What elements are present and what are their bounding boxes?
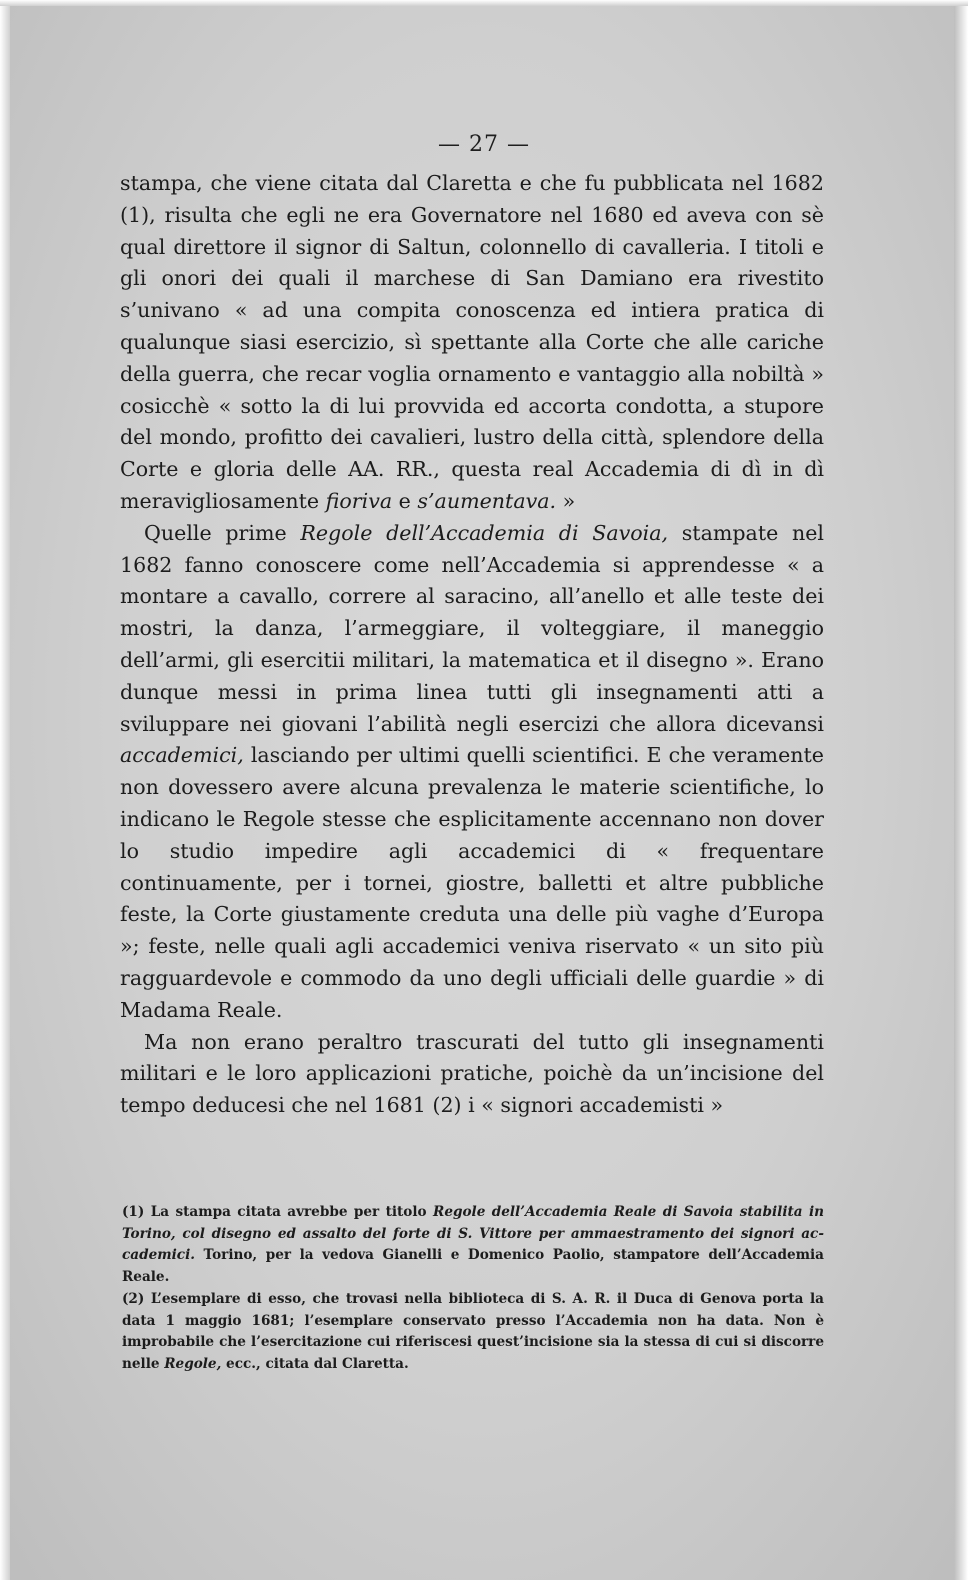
text-segment: stampa, che viene citata dal Claretta e che fu pubblicata nel 1682 (1), risulta che egli ne era Governatore nel 1680 ed aveva con sè qual direttore il signor di Saltun, colonnello di cavalleria. I titoli e gli onori dei quali il marchese di San Damiano era rivestito s’univano « ad una compita conoscenza ed intiera pratica di qualunque siasi esercizio, sì spettante alla Corte che alle cariche della guerra, che recar voglia ornamento e vantaggio alla nobiltà » cosicchè « sotto la di lui provvida ed accorta condotta, a stupore del mondo, profitto dei cavalieri, lustro della città, splendore della Corte e gloria delle AA. RR., questa real Accademia di dì in dì meravigliosamente xyxy=(120,171,824,513)
body-text xyxy=(120,168,824,1122)
paragraph xyxy=(120,518,824,1027)
text-segment: stampate nel 1682 fanno conoscere come nell’Accademia si apprendesse « a montare a cavallo, correre al saracino, all’anello et alle teste dei mostri, la danza, l’armeggiare, il volteggiare, il maneggio dell’armi, gli esercitii militari, la matematica et il disegno ». Erano dunque messi in prima linea tutti gli insegnamenti atti a sviluppare nei giovani l’abilità negli esercizi che allora dicevansi xyxy=(120,520,824,736)
italic-segment: Regole dell’Accademia di Savoia, xyxy=(300,520,669,545)
text-segment: (2) L’esemplare di esso, che trovasi nella biblioteca di S. A. R. il Duca di Genova porta la data 1 maggio 1681; l’esemplare conservato presso l’Accademia non ha data. Non è improbabile che l’esercitazione cui riferiscesi quest’incisione sia la stessa di cui si discorre nelle xyxy=(122,1291,824,1372)
footnotes xyxy=(122,1202,824,1376)
italic-segment: accademici, xyxy=(120,743,244,768)
footnote-2 xyxy=(122,1289,824,1375)
italic-segment: s’aumentava. xyxy=(417,488,557,513)
italic-segment: Regole dell’Accademia Reale di Savoia stabilita in Torino, col disegno ed assalto del forte di S. Vittore per ammaestramento dei signori accademici. xyxy=(122,1204,825,1263)
text-segment: e xyxy=(392,488,418,513)
text-segment: (1) La stampa citata avrebbe per titolo xyxy=(122,1204,434,1220)
paragraph xyxy=(120,168,824,518)
text-segment: » xyxy=(556,488,576,513)
footnote-1 xyxy=(122,1202,824,1288)
text-segment: lasciando per ultimi quelli scientifici. E che veramente non dovessero avere alcuna prevalenza le materie scientifiche, lo indicano le Regole stesse che esplicitamente accennano non dover lo studio impedire agli accademici di « frequentare continuamente, per i tornei, giostre, balletti et altre pubbliche feste, la Corte giustamente creduta una delle più vaghe d’Europa »; feste, nelle quali agli accademici veniva riservato « un sito più ragguardevole e commodo da uno degli ufficiali delle guardie » di Madama Reale. xyxy=(120,743,824,1022)
page-edge-left xyxy=(0,0,10,1580)
text-segment: Quelle prime xyxy=(144,520,301,545)
text-segment: ecc., citata dal Claretta. xyxy=(221,1355,409,1372)
text-segment: Ma non erano peraltro trascurati del tutto gli insegnamenti militari e le loro applicazioni pratiche, poichè da un’incisione del tempo deducesi che nel 1681 (2) i « signori accademisti » xyxy=(120,1029,824,1118)
page-edge-top xyxy=(0,0,968,6)
page-number: — 27 — xyxy=(438,132,530,157)
paragraph xyxy=(120,1027,824,1122)
text-segment: Torino, per la vedova Gianelli e Domenico Paolio, stampatore dell’Accademia Reale. xyxy=(122,1247,824,1285)
italic-segment: Regole, xyxy=(164,1355,222,1372)
page-edge-right xyxy=(954,0,968,1580)
italic-segment: fioriva xyxy=(325,488,393,513)
